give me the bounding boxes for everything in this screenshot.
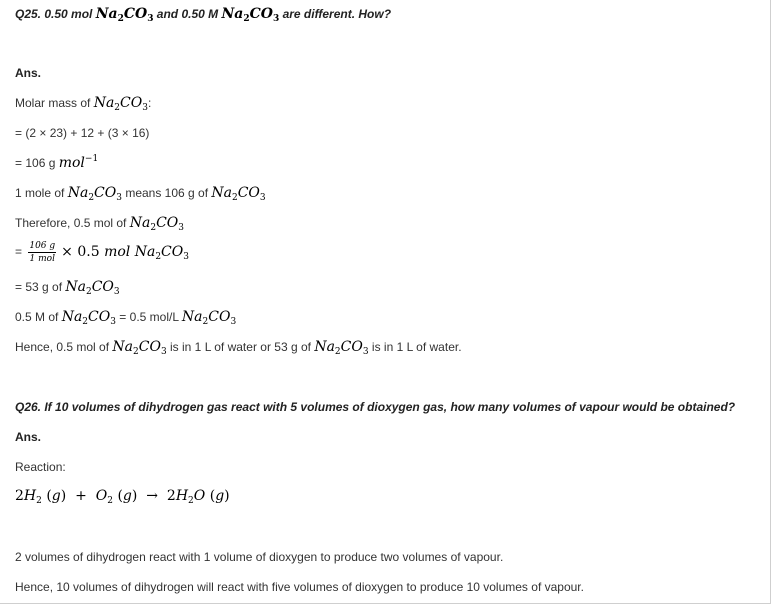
molar-mass-line: Molar mass of $Na_2CO_3$:	[15, 95, 152, 113]
reaction-arrow: →	[146, 488, 158, 504]
formula-na2co3: $Na_2CO_3$	[65, 279, 120, 297]
formula-na2co3: $Na_2CO_3$	[61, 309, 116, 327]
reaction-label: Reaction:	[15, 460, 66, 474]
formula-na2co3: $Na_2CO_3$	[67, 185, 122, 203]
reaction-equation: $2H_2$ $(g) + O_2$ $(g) \to 2H_2O$ (g)	[15, 488, 230, 506]
formula-na2co3: $Na_2CO_3$	[95, 6, 154, 24]
q25-answer-label: Ans.	[15, 66, 42, 80]
q25-question: Q25. 0.50 mol $Na_2CO_3$ and 0.50 M $Na_2CO_3$ are different. How?	[15, 6, 392, 24]
formula-na2co3: $Na_2CO_3$	[221, 6, 280, 24]
formula-na2co3: $Na_2CO_3$	[93, 95, 148, 113]
calculation-line-1: = (2 × 23) + 12 + (3 × 16)	[15, 126, 150, 140]
explanation-line-1: 2 volumes of dihydrogen react with 1 volume of dioxygen to produce two volumes of vapour.	[15, 550, 504, 564]
therefore-line: Therefore, 0.5 mol of $Na_2CO_3$	[15, 215, 185, 233]
fraction-106g-per-mol: $\frac{106 g}{\text{1 mol}}$	[29, 241, 56, 264]
unit-mol-inverse: mol$^{-1}$	[58, 154, 99, 171]
formula-na2co3: $Na_2CO_3$	[112, 339, 167, 357]
hence-line: Hence, 0.5 mol of $Na_2CO_3$ is in 1 L of water or 53 g of $Na_2CO_3$ is in 1 L of water.	[15, 339, 462, 357]
one-mole-line: 1 mole of $Na_2CO_3$ means 106 g of $Na_2CO_3$	[15, 185, 266, 203]
formula-na2co3: $Na_2CO_3$	[211, 185, 266, 203]
q26-question: Q26. If 10 volumes of dihydrogen gas react with 5 volumes of dioxygen gas, how many volumes of vapour would be obtained?	[15, 400, 736, 414]
calculation-line-2: = 106 g mol$^{-1}$	[15, 154, 99, 171]
formula-na2co3: $Na_2CO_3$	[314, 339, 369, 357]
result-53g-line: = 53 g of $Na_2CO_3$	[15, 279, 120, 297]
molarity-line: 0.5 M of $Na_2CO_3 = 0.5$ mol/L $Na_2CO_3$	[15, 309, 237, 327]
explanation-line-2: Hence, 10 volumes of dihydrogen will react with five volumes of dioxygen to produce 10 volumes of vapour.	[15, 580, 584, 594]
formula-na2co3: $Na_2CO_3$	[181, 309, 237, 327]
q26-answer-label: Ans.	[15, 430, 42, 444]
fraction-line: = $\frac{106 g}{\text{1 mol}}$ × 0.5 mol $Na_2CO_3$	[15, 241, 189, 264]
formula-na2co3: $Na_2CO_3$	[129, 215, 185, 233]
